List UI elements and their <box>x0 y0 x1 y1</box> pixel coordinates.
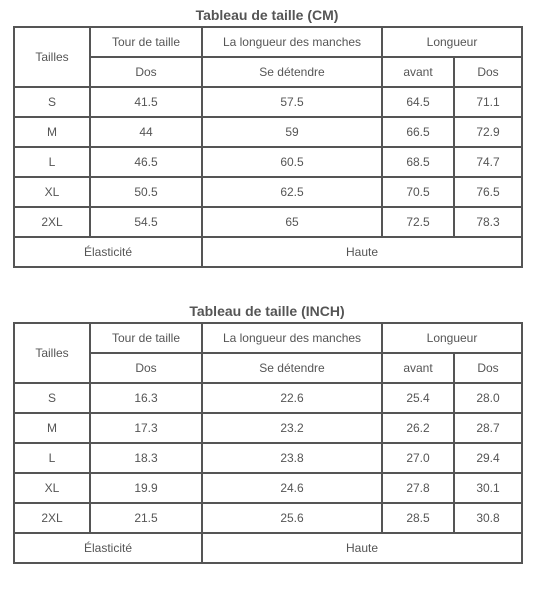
cell-sleeve: 23.2 <box>202 413 382 443</box>
cell-waist: 18.3 <box>90 443 202 473</box>
cell-waist: 44 <box>90 117 202 147</box>
cell-waist: 19.9 <box>90 473 202 503</box>
table-title: Tableau de taille (INCH) <box>189 303 345 319</box>
header-sleeve: La longueur des manches <box>202 323 382 353</box>
elasticity-value: Haute <box>202 237 522 267</box>
cell-front: 64.5 <box>382 87 454 117</box>
cell-front: 28.5 <box>382 503 454 533</box>
footer-row <box>14 533 522 563</box>
subheader-row <box>14 57 522 87</box>
cell-front: 70.5 <box>382 177 454 207</box>
header-length: Longueur <box>382 323 522 353</box>
cell-sleeve: 24.6 <box>202 473 382 503</box>
cell-size: L <box>14 443 90 473</box>
elasticity-label: Élasticité <box>14 237 202 267</box>
header-waist: Tour de taille <box>90 323 202 353</box>
cell-waist: 16.3 <box>90 383 202 413</box>
size-table <box>13 322 523 564</box>
cell-front: 27.8 <box>382 473 454 503</box>
table-row <box>14 87 522 117</box>
cell-front: 27.0 <box>382 443 454 473</box>
table-row <box>14 177 522 207</box>
cell-sleeve: 25.6 <box>202 503 382 533</box>
cell-waist: 46.5 <box>90 147 202 177</box>
header-row <box>14 27 522 57</box>
cell-back: 28.0 <box>454 383 522 413</box>
subheader-back: Dos <box>454 57 522 87</box>
cell-front: 25.4 <box>382 383 454 413</box>
header-length: Longueur <box>382 27 522 57</box>
cell-back: 72.9 <box>454 117 522 147</box>
subheader-waist: Dos <box>90 353 202 383</box>
table-row <box>14 443 522 473</box>
cell-front: 66.5 <box>382 117 454 147</box>
table-row <box>14 473 522 503</box>
size-chart-inch <box>13 300 521 564</box>
subheader-back: Dos <box>454 353 522 383</box>
cell-size: XL <box>14 473 90 503</box>
cell-front: 68.5 <box>382 147 454 177</box>
cell-waist: 54.5 <box>90 207 202 237</box>
cell-back: 30.1 <box>454 473 522 503</box>
cell-sleeve: 65 <box>202 207 382 237</box>
cell-sleeve: 60.5 <box>202 147 382 177</box>
cell-size: 2XL <box>14 503 90 533</box>
table-row <box>14 383 522 413</box>
cell-sleeve: 22.6 <box>202 383 382 413</box>
table-title: Tableau de taille (CM) <box>195 7 339 23</box>
footer-row <box>14 237 522 267</box>
table-row <box>14 147 522 177</box>
cell-waist: 41.5 <box>90 87 202 117</box>
subheader-sleeve: Se détendre <box>202 353 382 383</box>
cell-front: 72.5 <box>382 207 454 237</box>
header-waist: Tour de taille <box>90 27 202 57</box>
size-table <box>13 26 523 268</box>
cell-sleeve: 62.5 <box>202 177 382 207</box>
cell-back: 71.1 <box>454 87 522 117</box>
cell-sleeve: 59 <box>202 117 382 147</box>
elasticity-value: Haute <box>202 533 522 563</box>
cell-front: 26.2 <box>382 413 454 443</box>
table-row <box>14 413 522 443</box>
cell-back: 78.3 <box>454 207 522 237</box>
subheader-row <box>14 353 522 383</box>
header-sizes: Tailles <box>14 27 90 87</box>
cell-size: L <box>14 147 90 177</box>
subheader-front: avant <box>382 57 454 87</box>
cell-size: M <box>14 117 90 147</box>
cell-back: 74.7 <box>454 147 522 177</box>
subheader-sleeve: Se détendre <box>202 57 382 87</box>
header-sleeve: La longueur des manches <box>202 27 382 57</box>
table-row <box>14 503 522 533</box>
header-row <box>14 323 522 353</box>
cell-back: 76.5 <box>454 177 522 207</box>
cell-back: 29.4 <box>454 443 522 473</box>
elasticity-label: Élasticité <box>14 533 202 563</box>
cell-sleeve: 23.8 <box>202 443 382 473</box>
size-chart-cm <box>13 4 521 268</box>
header-sizes: Tailles <box>14 323 90 383</box>
cell-waist: 21.5 <box>90 503 202 533</box>
cell-size: S <box>14 87 90 117</box>
subheader-front: avant <box>382 353 454 383</box>
cell-back: 28.7 <box>454 413 522 443</box>
cell-sleeve: 57.5 <box>202 87 382 117</box>
table-row <box>14 207 522 237</box>
table-row <box>14 117 522 147</box>
subheader-waist: Dos <box>90 57 202 87</box>
cell-size: 2XL <box>14 207 90 237</box>
cell-waist: 17.3 <box>90 413 202 443</box>
cell-size: M <box>14 413 90 443</box>
cell-size: XL <box>14 177 90 207</box>
cell-back: 30.8 <box>454 503 522 533</box>
cell-size: S <box>14 383 90 413</box>
cell-waist: 50.5 <box>90 177 202 207</box>
